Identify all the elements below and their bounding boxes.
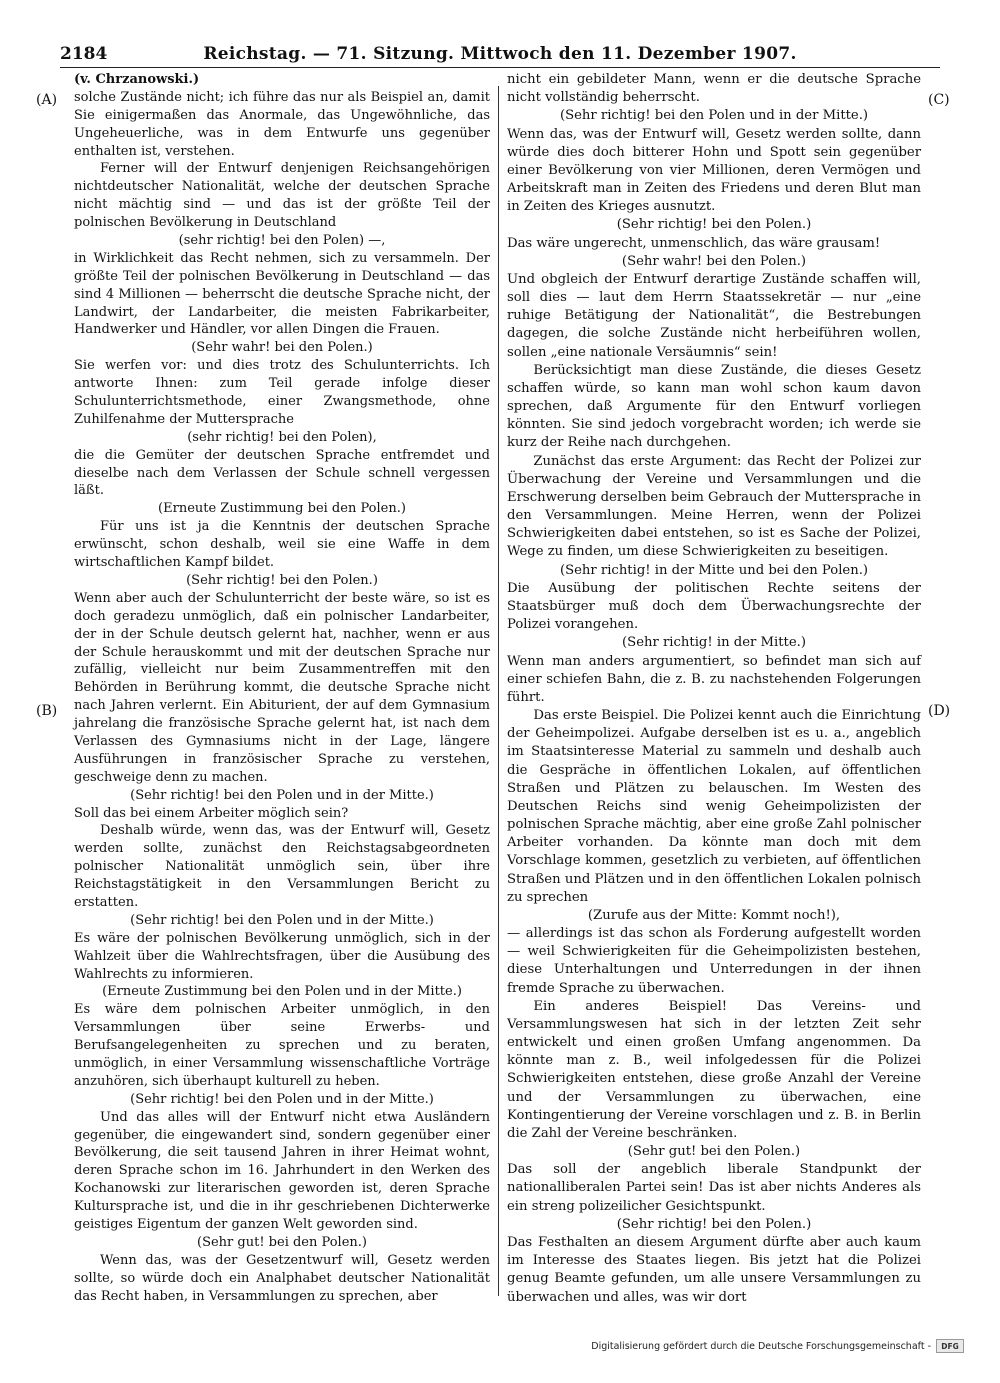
margin-letter-c: (C) [928, 92, 950, 108]
paragraph: Sie werfen vor: und dies trotz des Schulunterrichts. Ich antworte Ihnen: zum Teil gerade infolge dieser Schulunterrichtsmethode, einer Zwangsmethode, ohne Zuhilfenahme der Muttersprache [74, 358, 490, 427]
paragraph: Es wäre dem polnischen Arbeiter unmöglich, in den Versammlungen über seine Erwerbs- und Berufsangelegenheiten zu sprechen und zu beraten, unmöglich, in einer Versammlung wissenschaftliche Vorträge anzuhören, sich überhaupt kulturell zu heben. [74, 1002, 490, 1089]
paragraph: die die Gemüter der deutschen Sprache entfremdet und dieselbe nach dem Verlassen der Schule schnell vergessen läßt. [74, 447, 490, 499]
interjection: (Sehr wahr! bei den Polen.) [621, 253, 807, 269]
interjection: (Sehr gut! bei den Polen.) [197, 1234, 367, 1250]
paragraph: Und das alles will der Entwurf nicht etwa Ausländern gegenüber, die eingewandert sind, sondern gegenüber einer Bevölkerung, die seit tausend Jahren in ihrer Heimat wohnt, deren Sprache schon im 16. Jahrhundert in den Werken des Kochanowski zur literarischen geworden ist, deren Sprache Kultursprache ist, und die in ihr geschriebenen Dichterwerke geistiges Eigentum der ganzen Welt geworden sind. [74, 1109, 490, 1232]
dfg-logo-icon: DFG [936, 1339, 964, 1353]
right-column [507, 71, 921, 1307]
paragraph: Das soll der angeblich liberale Standpunkt der nationalliberalen Partei sein! Das ist aber nichts Anderes als ein streng polizeilicher Gesichtspunkt. [507, 1162, 921, 1214]
paragraph: solche Zustände nicht; ich führe das nur als Beispiel an, damit Sie einigermaßen das Anormale, das Ungewöhnliche, das Ungeheuerliche, was in dem Entwurfe uns gegenüber enthalten ist, verstehen. [74, 89, 490, 159]
margin-letter-d: (D) [928, 703, 951, 719]
paragraph: Die Ausübung der politischen Rechte seitens der Staatsbürger muß doch dem Überwachungsrechte der Polizei vorangehen. [507, 580, 921, 633]
footer-credit: Digitalisierung gefördert durch die Deutsche Forschungsgemeinschaft - [591, 1340, 931, 1352]
running-title: Reichstag. — 71. Sitzung. Mittwoch den 11. Dezember 1907. [203, 44, 797, 64]
interjection: (sehr richtig! bei den Polen), [187, 429, 377, 445]
header-rule [60, 67, 940, 68]
interjection: (Erneute Zustimmung bei den Polen und in der Mitte.) [102, 984, 462, 1000]
page-number: 2184 [60, 44, 108, 64]
interjection: (sehr richtig! bei den Polen) —, [178, 233, 386, 249]
paragraph: Das wäre ungerecht, unmenschlich, das wäre grausam! [507, 235, 881, 251]
interjection: (Sehr wahr! bei den Polen.) [191, 340, 373, 356]
paragraph: Ein anderes Beispiel! Das Vereins- und Versammlungswesen hat sich in der letzten Zeit sehr entwickelt und einen großen Umfang angenommen. Da könnte man z. B., weil infolgedessen für die Polizei Schwierigkeiten entstehen, diese große Anzahl der Vereine und der Versammlungen zu überwachen, eine Kontingentierung der Vereine vorschlagen und z. B. in Berlin die Zahl der Vereine beschränken. [507, 998, 921, 1141]
interjection: (Sehr richtig! bei den Polen.) [616, 217, 812, 233]
paragraph: Wenn man anders argumentiert, so befindet man sich auf einer schiefen Bahn, die z. B. zu nachstehenden Folgerungen führt. [507, 653, 921, 705]
interjection: (Sehr richtig! bei den Polen.) [616, 1216, 812, 1232]
interjection: (Sehr richtig! bei den Polen.) [186, 572, 378, 588]
paragraph: Ferner will der Entwurf denjenigen Reichsangehörigen nichtdeutscher Nationalität, welche der deutschen Sprache nicht mächtig sind — und das ist der größte Teil der polnischen Bevölkerung in Deutschland [74, 161, 490, 231]
interjection: (Sehr richtig! bei den Polen und in der Mitte.) [130, 1091, 434, 1107]
speaker-name: (v. Chrzanowski.) [74, 72, 200, 87]
interjection: (Sehr richtig! bei den Polen und in der Mitte.) [130, 912, 434, 928]
paragraph: Deshalb würde, wenn das, was der Entwurf will, Gesetz werden sollte, zunächst den Reichstagsabgeordneten polnischer Nationalität unmöglich sein, über ihre Reichstagstätigkeit in den Versammlungen Bericht zu erstatten. [74, 823, 490, 910]
margin-letter-a: (A) [36, 92, 58, 108]
left-column [74, 71, 490, 1305]
paragraph: Das erste Beispiel. Die Polizei kennt auch die Einrichtung der Geheimpolizei. Aufgabe derselben ist es u. a., angeblich im Staatsinteresse Material zu sammeln und deshalb auch die Gespräche in öffentlichen Lokalen, auf öffentlichen Straßen und Plätzen zu belauschen. Im Westen des Deutschen Reichs sind wenig Geheimpolizisten der polnischen Sprache mächtig, aber eine große Zahl polnischer Arbeiter vorhanden. Da könnte man doch mit dem Vorschlage kommen, gesetzlich zu verbieten, auf öffentlichen Straßen und Plätzen und in den öffentlichen Lokalen polnisch zu sprechen [507, 708, 921, 905]
paragraph: Berücksichtigt man diese Zustände, die dieses Gesetz schaffen würde, so kann man wohl schon kaum davon sprechen, daß Argumente für den Entwurf vorliegen könnten. Sie sind jedoch vorgebracht worden; ich werde sie kurz der Reihe nach durchgehen. [507, 362, 921, 451]
column-divider [498, 86, 499, 1296]
paragraph: Zunächst das erste Argument: das Recht der Polizei zur Überwachung der Vereine und Versammlungen und die Erschwerung derselben beim Gebrauch der Muttersprache in den Versammlungen. Meine Herren, wenn der Polizei Schwierigkeiten dabei entstehen, so ist es Sache der Polizei, Wege zu finden, um diese Schwierigkeiten zu beseitigen. [507, 453, 921, 560]
paragraph: Und obgleich der Entwurf derartige Zustände schaffen will, soll dies — laut dem Herrn Staatssekretär — nur „eine ruhige Betätigung der Nationalität“, die Bestrebungen dagegen, die solche Zustände nicht herbeiführen wollen, sollen „eine nationale Versäumnis“ sein! [507, 271, 921, 360]
interjection: (Sehr richtig! bei den Polen und in der Mitte.) [130, 787, 434, 803]
paragraph: Das Festhalten an diesem Argument dürfte aber auch kaum im Interesse des Staates liegen. Bis jetzt hat die Polizei genug Beamte gefunden, um alle unsere Versammlungen zu überwachen und alles, was wir dort [507, 1235, 921, 1305]
interjection: (Sehr richtig! bei den Polen und in der Mitte.) [559, 108, 869, 124]
paragraph: Wenn aber auch der Schulunterricht der beste wäre, so ist es doch geradezu unmöglich, daß ein polnischer Landarbeiter, der in der Schule deutsch gelernt hat, nachher, wenn er aus der Schule herauskommt und mit der deutschen Sprache nur zufällig, vielleicht nur beim Zusammentreffen mit den Behörden in Berührung kommt, die deutsche Sprache nicht nach Jahren verlernt. Ein Abiturient, der auf dem Gymnasium jahrelang die französische Sprache gelernt hat, ist nach dem Verlassen des Gymnasiums nicht in der Lage, längere Ausführungen in französischer Sprache zu verstehen, geschweige denn zu machen. [74, 590, 490, 785]
margin-letter-b: (B) [36, 703, 58, 719]
paragraph: Wenn das, was der Gesetzentwurf will, Gesetz werden sollte, so würde doch ein Analphabet deutscher Nationalität das Recht haben, in Versammlungen zu sprechen, aber [74, 1252, 490, 1304]
paragraph: in Wirklichkeit das Recht nehmen, sich zu versammeln. Der größte Teil der polnischen Bevölkerung in Deutschland — das sind 4 Millionen — beherrscht die deutsche Sprache nicht, der Landwirt, der Landarbeiter, die meisten Fabrikarbeiter, Handwerker und Händler, vor allen Dingen die Frauen. [74, 250, 490, 338]
interjection: (Sehr richtig! in der Mitte und bei den Polen.) [559, 562, 869, 578]
paragraph: Es wäre der polnischen Bevölkerung unmöglich, sich in der Wahlzeit über die Wahlrechtsfragen, über die Ausübung des Wahlrechts zu informieren. [74, 930, 490, 982]
interjection: (Zurufe aus der Mitte: Kommt noch!), [587, 907, 841, 923]
paragraph: Für uns ist ja die Kenntnis der deutschen Sprache erwünscht, schon deshalb, weil sie eine Waffe in dem wirtschaftlichen Kampf bildet. [74, 519, 490, 571]
interjection: (Erneute Zustimmung bei den Polen.) [158, 501, 406, 517]
footer [591, 1339, 964, 1353]
interjection: (Sehr richtig! in der Mitte.) [622, 635, 806, 651]
paragraph: — allerdings ist das schon als Forderung aufgestellt worden — weil Schwierigkeiten für die Geheimpolizisten bestehen, diese Unterhaltungen und Unterredungen in der ihnen fremde Sprache zu überwachen. [507, 926, 921, 996]
interjection: (Sehr gut! bei den Polen.) [627, 1144, 801, 1160]
paragraph: nicht ein gebildeter Mann, wenn er die deutsche Sprache nicht vollständig beherrscht. [507, 72, 921, 106]
paragraph: Soll das bei einem Arbeiter möglich sein? [74, 805, 349, 821]
paragraph: Wenn das, was der Entwurf will, Gesetz werden sollte, dann würde dies doch bitterer Hohn und Spott sein gegenüber einer Bevölkerung von vier Millionen, deren Vermögen und Arbeitskraft man in Zeiten des Friedens und deren Blut man in Zeiten des Krieges ausnutzt. [507, 126, 921, 215]
